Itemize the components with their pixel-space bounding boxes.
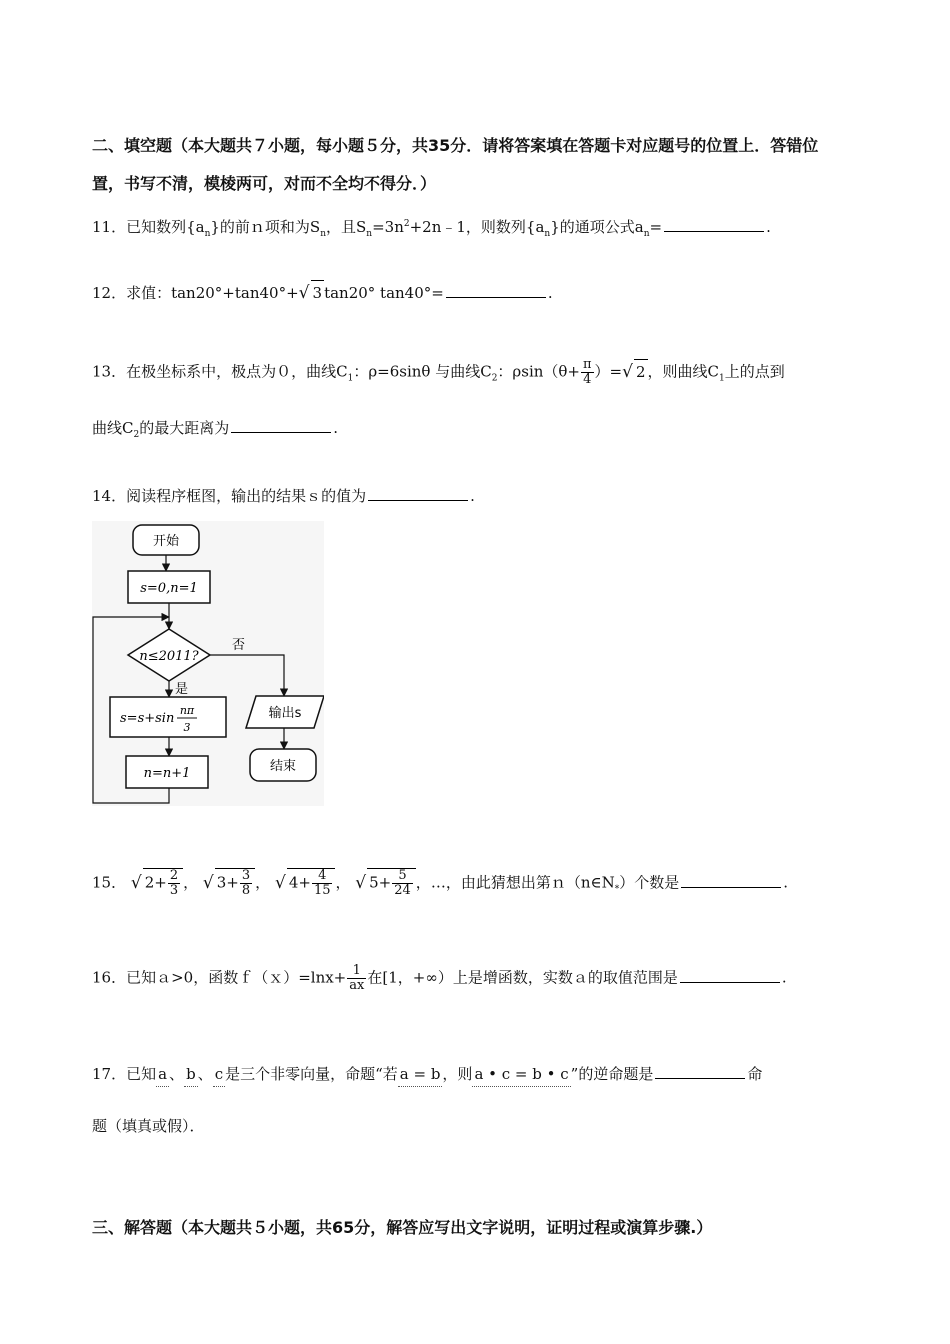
flow-output-label: 输出s — [268, 706, 302, 721]
premise-a-equals-b: a = b — [398, 1062, 443, 1087]
answer-blank-11 — [664, 217, 764, 232]
question-17-cont: 题（填真或假）． — [92, 1117, 205, 1135]
answer-blank-14 — [368, 486, 468, 501]
fraction-pi-over-4: $\frac{\pi}{4}$ — [583, 357, 592, 387]
vector-b: b — [184, 1062, 198, 1087]
flow-start-label: 开始 — [152, 534, 180, 549]
flow-body-label: s=s+sin — [120, 711, 175, 726]
question-17: 17．已知 a 、 b 、 c 是三个非零向量，命题“若 a = b ，则 a • c = b • c ”的逆命题是 命 — [92, 1062, 762, 1087]
question-11: 11．已知数列$\{a_n\}$的前ｎ项和为$S_n$，且$S_n=3n^2+2n﹣1$，则数列$\{a_n\}$的通项公式$a_n=$ . — [92, 218, 771, 239]
question-16: 16．已知ａ>0，函数ｆ（ｘ）=lnx+ $\frac{1}{ax}$ 在[1，+∞）上是增函数，实数ａ的取值范围是 . — [92, 963, 787, 993]
question-12: 12．求值：tan20°+tan40°+√ 3 tan20° tan40°= . — [92, 280, 553, 305]
flow-increment-label: n=n+1 — [143, 766, 191, 781]
vector-c: c — [213, 1062, 225, 1087]
answer-blank-13 — [231, 418, 331, 433]
flow-end-label: 结束 — [269, 759, 297, 774]
flow-yes-label: 是 — [175, 682, 189, 697]
fraction-1-over-ax: $\frac{1}{ax}$ — [349, 963, 365, 993]
vector-a: a — [156, 1062, 169, 1087]
section-3-heading: 三、解答题（本大题共５小题，共65分，解答应写出文字说明，证明过程或演算步骤.） — [92, 1218, 713, 1237]
answer-blank-12 — [446, 283, 546, 298]
question-13-cont: 曲线$C_2$的最大距离为 . — [92, 419, 339, 440]
answer-blank-15 — [681, 873, 781, 888]
program-flowchart — [92, 521, 324, 806]
flow-no-label: 否 — [232, 638, 246, 653]
flow-init-label: s=0,n=1 — [140, 581, 198, 596]
flow-body-denominator: 3 — [183, 721, 191, 734]
question-13: 13．在极坐标系中，极点为０，曲线$C_1$：ρ=6sinθ 与曲线$C_2$：ρsin（θ+ $\frac{\pi}{4}$ ）=√ 2 ，则曲线$C_1$上的点到 — [92, 357, 785, 387]
answer-blank-16 — [680, 968, 780, 983]
section-2-heading: 二、填空题（本大题共７小题，每小题５分，共35分．请将答案填在答题卡对应题号的位置上．答错位 置，书写不清，模棱两可，对而不全均不得分．） — [92, 136, 819, 193]
answer-blank-17 — [655, 1064, 745, 1079]
flow-body-numerator: nπ — [179, 704, 195, 717]
conclusion-dot-products: a • c = b • c — [472, 1062, 570, 1087]
question-15: 15． √ 2+ $\frac{2}{3}$ ， √ 3+ $\frac{3}{8}$ ， √ 4+ $\frac{4}{15}$ ， √ 5+ $\frac{5}{24}$ ，…，由此猜想出第$n(n\in N_*)$个数是 . — [92, 868, 788, 898]
question-14: 14．阅读程序框图，输出的结果ｓ的值为 . — [92, 487, 475, 505]
flow-condition-label: n≤2011? — [139, 649, 199, 664]
